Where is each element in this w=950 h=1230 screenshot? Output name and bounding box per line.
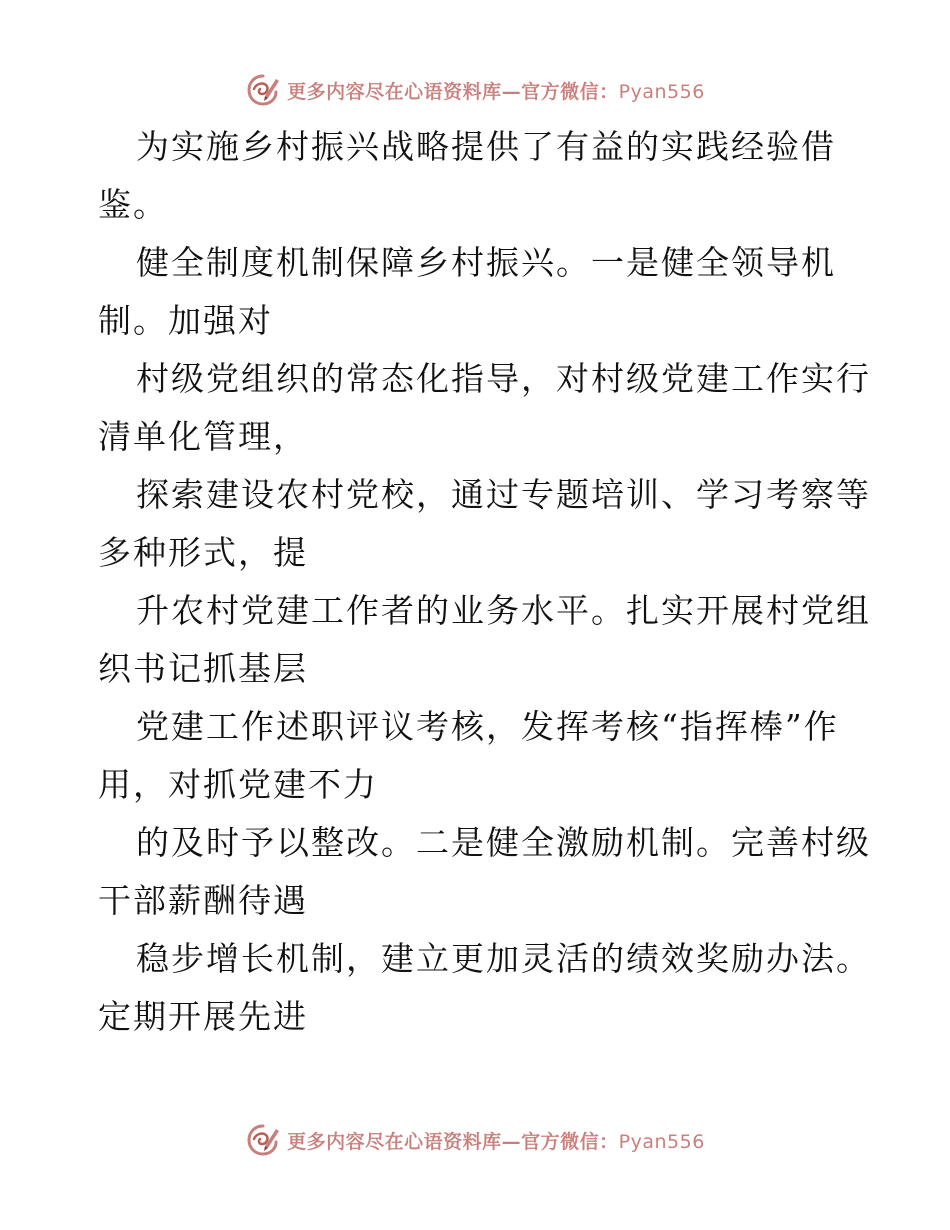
paragraph-line: 探索建设农村党校，通过专题培训、学习考察等 (136, 475, 871, 514)
paragraph-line: 健全制度机制保障乡村振兴。一是健全领导机 (136, 243, 836, 282)
paragraph-line: 鉴。 (98, 185, 168, 224)
paragraph-line: 织书记抓基层 (98, 649, 308, 688)
watermark-text: 更多内容尽在心语资料库—官方微信：Pyan556 (287, 80, 705, 103)
pen-swirl-logo-icon (245, 1122, 281, 1158)
footer-watermark (0, 1120, 950, 1160)
watermark-wechat-id: Pyan556 (618, 80, 705, 103)
document-body (98, 118, 871, 1046)
paragraph-line: 干部薪酬待遇 (98, 881, 308, 920)
pen-swirl-logo-icon (245, 72, 281, 108)
paragraph-line: 多种形式，提 (98, 533, 308, 572)
paragraph-line: 清单化管理， (98, 417, 308, 456)
paragraph-line: 升农村党建工作者的业务水平。扎实开展村党组 (136, 591, 871, 630)
header-watermark (0, 70, 950, 110)
paragraph-line: 村级党组织的常态化指导，对村级党建工作实行 (136, 359, 871, 398)
paragraph-line: 定期开展先进 (98, 997, 308, 1036)
paragraph-line: 稳步增长机制，建立更加灵活的绩效奖励办法。 (136, 939, 871, 978)
paragraph-line: 用，对抓党建不力 (98, 765, 378, 804)
paragraph-line: 为实施乡村振兴战略提供了有益的实践经验借 (136, 127, 836, 166)
paragraph-line: 制。加强对 (98, 301, 273, 340)
watermark-text: 更多内容尽在心语资料库—官方微信：Pyan556 (287, 1130, 705, 1153)
paragraph-line: 党建工作述职评议考核，发挥考核“指挥棒”作 (136, 707, 839, 746)
watermark-wechat-id: Pyan556 (618, 1130, 705, 1153)
paragraph-line: 的及时予以整改。二是健全激励机制。完善村级 (136, 823, 871, 862)
